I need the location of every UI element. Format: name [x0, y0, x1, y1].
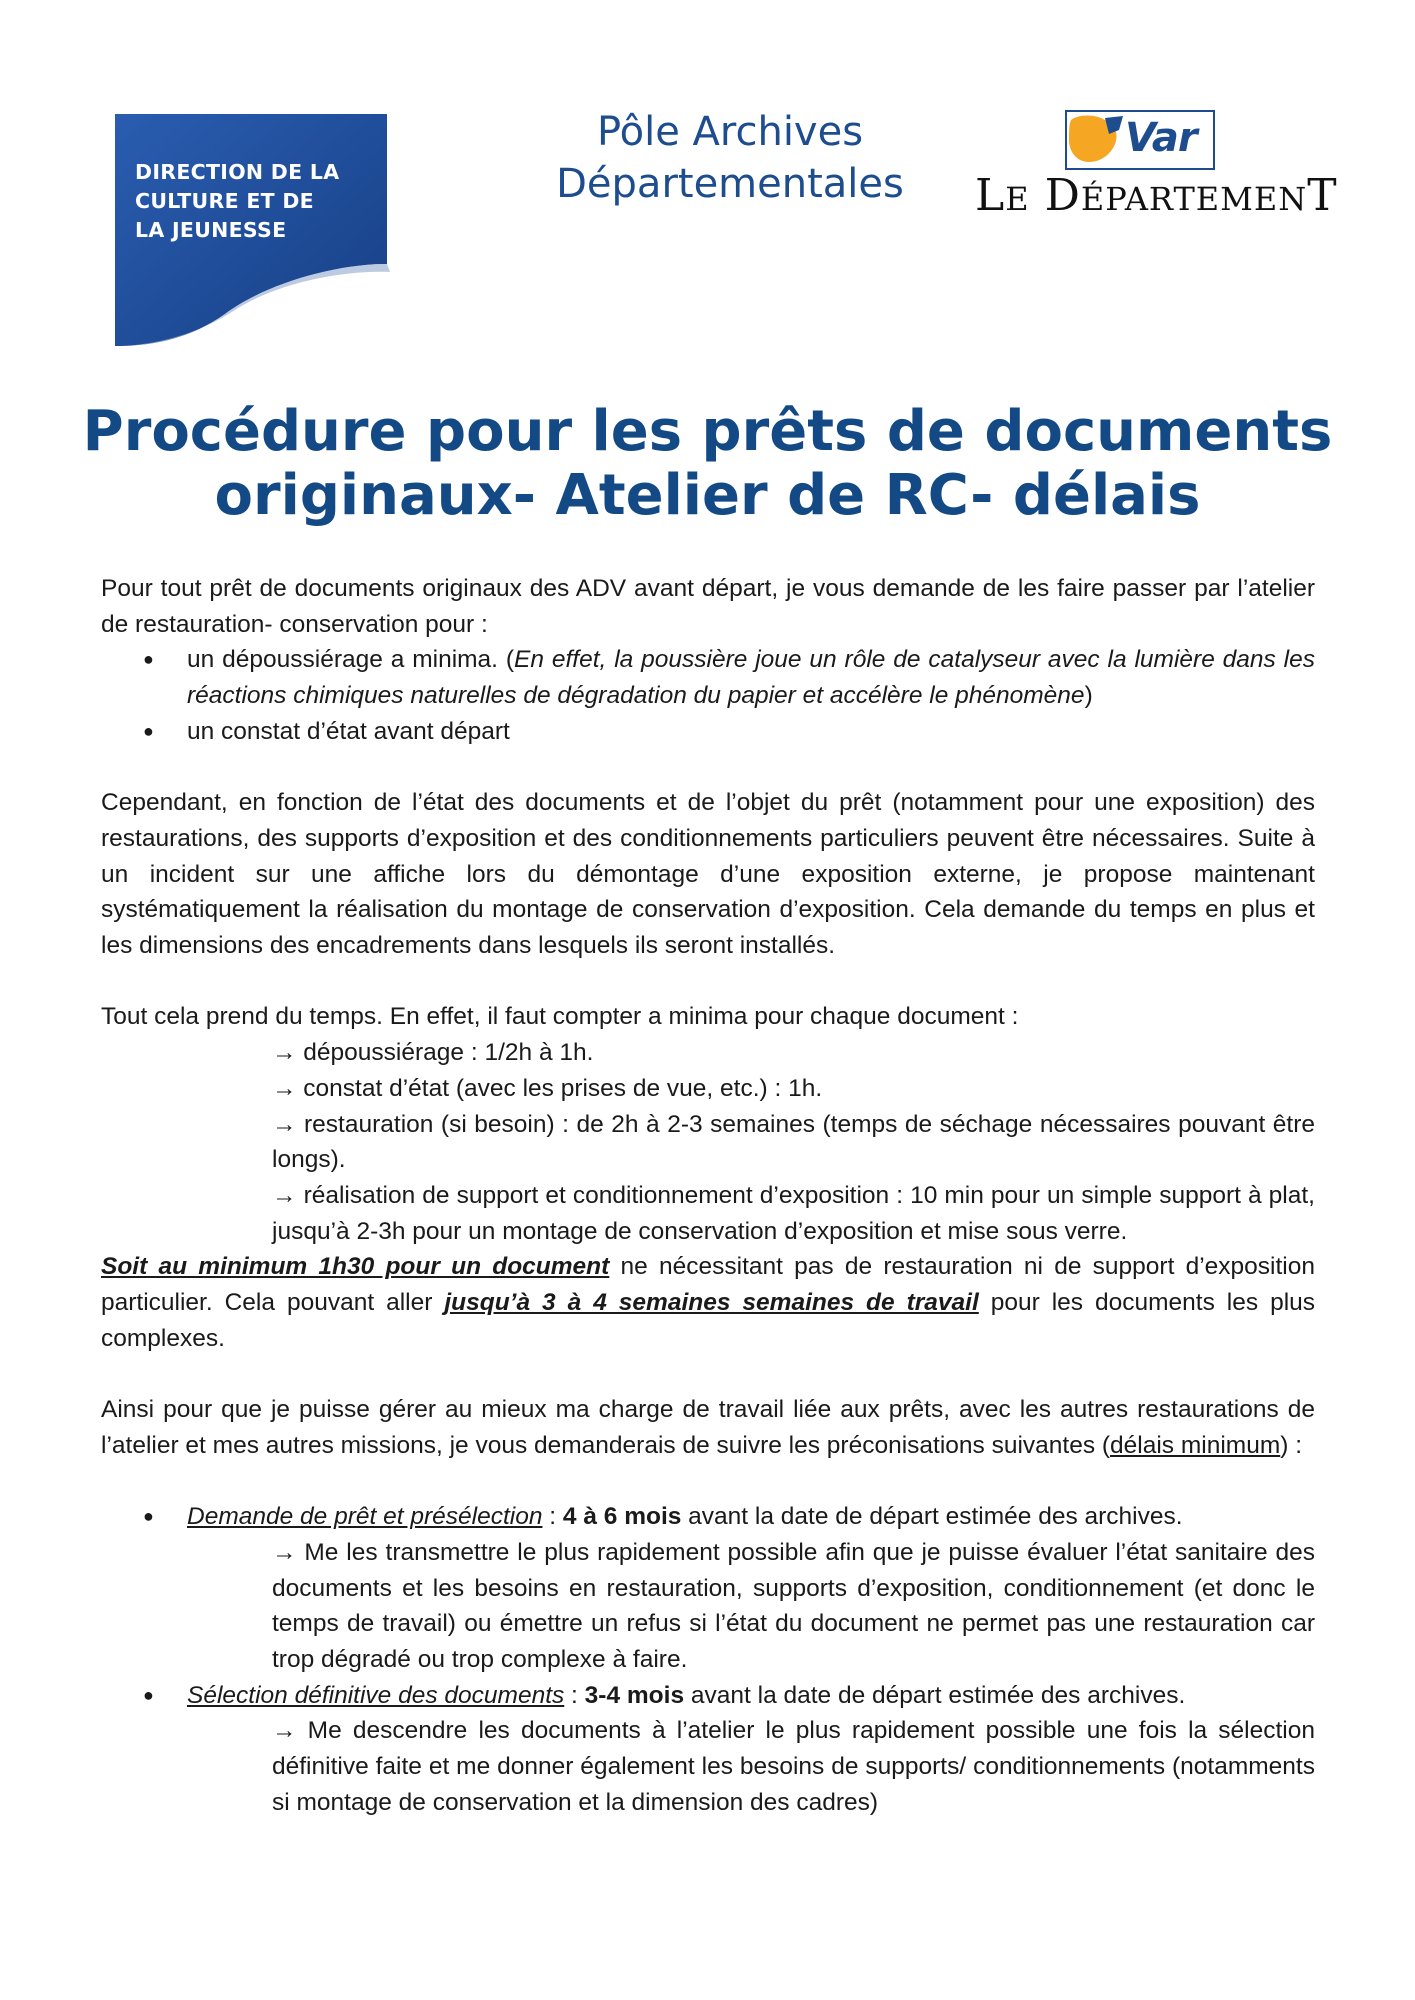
time-item-1: → dépoussiérage : 1/2h à 1h.: [272, 1039, 594, 1067]
dcj-line-1: DIRECTION DE LA: [135, 160, 340, 184]
var-text: Var: [1125, 115, 1197, 161]
paragraph-4: [101, 1392, 1315, 1463]
dept-epartemen: ÉPARTEMEN: [1080, 180, 1308, 218]
deadline-1-sep: :: [542, 1503, 563, 1531]
deadline-2-label: Sélection définitive des documents: [187, 1681, 565, 1709]
deadline-1-duration: 4 à 6 mois: [562, 1503, 682, 1531]
time-item-3: → restauration (si besoin) : de 2h à 2-3 semaines (temps de séchage nécessaires pouvant être longs).: [272, 1110, 1315, 1174]
var-logo: [1065, 110, 1215, 170]
paragraph-4-text: Ainsi pour que je puisse gérer au mieux ma charge de travail liée aux prêts, avec les autres restaurations de l’atelier et mes autres missions, je vous demanderais de suivre les préconisations suivantes (: [101, 1396, 1315, 1459]
bullet-2-text: un constat d’état avant départ: [187, 717, 510, 745]
summary-end: pour les documents les plus complexes.: [101, 1289, 1316, 1352]
time-intro: Tout cela prend du temps. En effet, il faut compter a minima pour chaque document :: [101, 1003, 1019, 1031]
deadline-2-sep: :: [564, 1681, 585, 1709]
deadline-2-rest: avant la date de départ estimée des archives.: [684, 1681, 1186, 1709]
deadline-1: [101, 1499, 1315, 1535]
dept-L: L: [975, 170, 1006, 221]
dcj-logo: [115, 114, 390, 346]
dcj-line-2: CULTURE ET DE: [135, 189, 314, 213]
title-line-1: Procédure pour les prêts de documents: [82, 399, 1333, 464]
deadline-2: [101, 1678, 1315, 1714]
bullet-1-italic: En effet, la poussière joue un rôle de catalyseur avec la lumière dans les réactions chimiques naturelles de dégradation du papier et accélère le phénomène: [187, 646, 1315, 710]
le-departement-text: [975, 170, 1338, 225]
time-item-2: → constat d’état (avec les prises de vue, etc.) : 1h.: [272, 1074, 823, 1102]
deadline-1-rest: avant la date de départ estimée des archives.: [681, 1503, 1183, 1531]
page-title: [40, 400, 1375, 528]
dept-E: E: [1005, 180, 1030, 218]
bullet-1-text: un dépoussiérage a minima. (: [187, 646, 515, 674]
dept-D: D: [1044, 170, 1081, 221]
dept-T: T: [1307, 170, 1338, 221]
summary-strong-2: jusqu’à 3 à 4 semaines semaines de travail: [444, 1289, 979, 1317]
intro-paragraph: Pour tout prêt de documents originaux des ADV avant départ, je vous demande de les faire passer par l’atelier de restauration- conservation pour :: [101, 575, 1315, 638]
deadline-1-detail: → Me les transmettre le plus rapidement possible afin que je puisse évaluer l’état sanitaire des documents et les besoins en restauration, supports d’exposition, conditionnement (et donc le temps de travail) ou émettre un refus si l’état du document ne permet pas une restauration car trop dégradé ou trop complexe à faire.: [272, 1538, 1315, 1674]
paragraph-4-underlined: délais minimum: [1110, 1431, 1281, 1459]
time-item-4: → réalisation de support et conditionnement d’exposition : 10 min pour un simple support à plat, jusqu’à 2-3h pour un montage de conservation d’exposition et mise sous verre.: [272, 1181, 1315, 1245]
deadline-1-label: Demande de prêt et présélection: [187, 1503, 543, 1531]
pole-line-1: Pôle Archives: [596, 109, 864, 155]
document-body: [101, 571, 1315, 1821]
summary-mid: ne nécessitant pas de restauration ni de support d’exposition particulier. Cela pouvant aller: [101, 1253, 1315, 1317]
summary-strong-1: Soit au minimum 1h30 pour un document: [101, 1253, 610, 1281]
paragraph-2: Cependant, en fonction de l’état des documents et de l’objet du prêt (notamment pour une exposition) des restaurations, des supports d’exposition et des conditionnements particuliers peuvent être nécessaires. Suite à un incident sur une affiche lors du démontage d’une exposition externe, je propose maintenant systématiquement la réalisation du montage de conservation d’exposition. Cela demande du temps en plus et les dimensions des encadrements dans lesquels ils seront installés.: [101, 789, 1315, 960]
intro-bullet-1: [101, 642, 1315, 713]
dcj-line-3: LA JEUNESSE: [135, 218, 287, 242]
intro-bullet-2: [101, 714, 1315, 750]
pole-line-2: Départementales: [556, 161, 904, 207]
dept-space: [1030, 170, 1045, 221]
deadline-2-detail: → Me descendre les documents à l’atelier le plus rapidement possible une fois la sélection définitive faite et me donner également les besoins de supports/ conditionnements (notamments si montage de conservation et la dimension des cadres): [272, 1717, 1315, 1816]
deadline-2-duration: 3-4 mois: [584, 1681, 685, 1709]
title-line-2: originaux- Atelier de RC- délais: [214, 463, 1201, 528]
dcj-logo-text: [135, 158, 339, 245]
bullet-1-end: ): [1084, 682, 1093, 710]
time-summary: [101, 1249, 1315, 1356]
paragraph-4-end: ) :: [1280, 1431, 1303, 1459]
pole-archives-title: [520, 106, 940, 210]
